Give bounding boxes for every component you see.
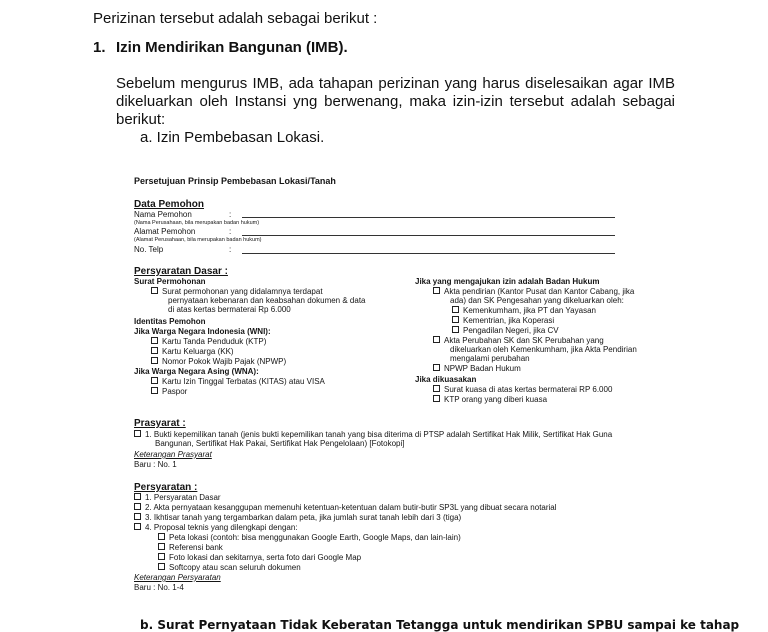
- prasyarat-line-1: 1. Bukti kepemilikan tanah (jenis bukti kepemilikan tanah yang bisa diterima di PTSP adalah Sertifikat Hak Milik, Sertifikat Hak Guna: [134, 430, 612, 439]
- persyaratan-sub-3: Foto lokasi dan sekitarnya, serta foto dari Google Map: [158, 553, 361, 562]
- checkbox-icon: [134, 503, 141, 510]
- prasyarat-heading: Prasyarat :: [134, 418, 186, 429]
- checkbox-icon: [452, 306, 459, 313]
- checkbox-icon: [134, 523, 141, 530]
- checkbox-icon: [151, 287, 158, 294]
- kuasa-heading: Jika dikuasakan: [415, 375, 477, 384]
- telp-line: [242, 253, 615, 254]
- kuasa-item-2: KTP orang yang diberi kuasa: [433, 395, 547, 404]
- prasyarat-line-2: Bangunan, Sertifikat Hak Pakai, Sertifikat Hak Pengelolaan) [Fotokopi]: [155, 439, 405, 448]
- persyaratan-sub-2: Referensi bank: [158, 543, 223, 552]
- persyaratan-item-2: 2. Akta pernyataan kesanggupan memenuhi ketentuan-ketentuan dalam butir-butir SP3L yang dibuat secara notarial: [134, 503, 557, 512]
- checkbox-icon: [433, 395, 440, 402]
- wna-heading: Jika Warga Negara Asing (WNA):: [134, 367, 259, 376]
- paragraph-line-2: dikeluarkan oleh Instansi yng berwenang, maka izin-izin tersebut adalah sebagai: [116, 93, 675, 110]
- checkbox-icon: [151, 337, 158, 344]
- nama-note: (Nama Perusahaan, bila merupakan badan hukum): [134, 220, 260, 226]
- checkbox-icon: [151, 357, 158, 364]
- alamat-label: Alamat Pemohon: [134, 227, 196, 236]
- nama-label: Nama Pemohon: [134, 210, 192, 219]
- persyaratan-sub-1: Peta lokasi (contoh: bisa menggunakan Google Earth, Google Maps, dan lain-lain): [158, 533, 461, 542]
- alamat-note: (Alamat Perusahaan, bila merupakan badan hukum): [134, 237, 262, 243]
- heading-title: Izin Mendirikan Bangunan (IMB).: [116, 39, 348, 56]
- telp-colon: :: [229, 245, 232, 254]
- akta2-line-2: dikeluarkan oleh Kemenkumham, jika Akta Pendirian: [450, 345, 637, 354]
- checkbox-icon: [158, 533, 165, 540]
- checkbox-icon: [433, 287, 440, 294]
- checkbox-icon: [134, 493, 141, 500]
- alamat-line: [242, 235, 615, 236]
- wni-item-npwp: Nomor Pokok Wajib Pajak (NPWP): [151, 357, 286, 366]
- nama-line: [242, 217, 615, 218]
- persyaratan-ket-label: Keterangan Persyaratan: [134, 573, 221, 582]
- checkbox-icon: [151, 387, 158, 394]
- bh-heading: Jika yang mengajukan izin adalah Badan Hukum: [415, 277, 600, 286]
- wna-item-paspor: Paspor: [151, 387, 187, 396]
- form-title: Persetujuan Prinsip Pembebasan Lokasi/Tanah: [134, 176, 336, 186]
- persyaratan-item-3: 3. Ikhtisar tanah yang tergambarkan dalam peta, jika jumlah surat tanah lebih dari 3 (tiga): [134, 513, 461, 522]
- persyaratan-sub-4: Softcopy atau scan seluruh dokumen: [158, 563, 301, 572]
- surat-line-2: pernyataan kebenaran dan keabsahan dokumen & data: [168, 296, 366, 305]
- checkbox-icon: [151, 347, 158, 354]
- surat-heading: Surat Permohonan: [134, 277, 206, 286]
- checkbox-icon: [433, 364, 440, 371]
- checkbox-icon: [433, 336, 440, 343]
- prasyarat-ket-label: Keterangan Prasyarat: [134, 450, 212, 459]
- akta1-sub-1: Kemenkumham, jika PT dan Yayasan: [452, 306, 596, 315]
- surat-line-3: di atas kertas bermaterai Rp 6.000: [168, 305, 291, 314]
- checkbox-icon: [452, 326, 459, 333]
- wni-item-kk: Kartu Keluarga (KK): [151, 347, 234, 356]
- akta1-sub-3: Pengadilan Negeri, jika CV: [452, 326, 559, 335]
- checkbox-icon: [452, 316, 459, 323]
- checkbox-icon: [134, 430, 141, 437]
- heading-number: 1.: [93, 39, 106, 56]
- checkbox-icon: [134, 513, 141, 520]
- persyaratan-item-4: 4. Proposal teknis yang dilengkapi dengan:: [134, 523, 298, 532]
- kuasa-item-1: Surat kuasa di atas kertas bermaterai RP 6.000: [433, 385, 612, 394]
- telp-label: No. Telp: [134, 245, 164, 254]
- akta1-sub-2: Kementrian, jika Koperasi: [452, 316, 554, 325]
- prasyarat-ket-value: Baru : No. 1: [134, 460, 177, 469]
- paragraph-line-3: berikut:: [116, 111, 166, 128]
- npwp-bh: NPWP Badan Hukum: [433, 364, 521, 373]
- data-pemohon-heading: Data Pemohon: [134, 199, 205, 210]
- form-image: [132, 172, 662, 592]
- paragraph-line-1: Sebelum mengurus IMB, ada tahapan perizinan yang harus diselesaikan agar IMB: [116, 75, 675, 92]
- wni-item-ktp: Kartu Tanda Penduduk (KTP): [151, 337, 266, 346]
- wni-heading: Jika Warga Negara Indonesia (WNI):: [134, 327, 271, 336]
- intro-text: Perizinan tersebut adalah sebagai berikut :: [93, 10, 378, 27]
- item-b: b. Surat Pernyataan Tidak Keberatan Tetangga untuk mendirikan SPBU sampai ke tahap: [140, 618, 740, 632]
- persyaratan-item-1: 1. Persyaratan Dasar: [134, 493, 221, 502]
- nama-colon: :: [229, 210, 232, 219]
- wna-item-kitas: Kartu Izin Tinggal Terbatas (KITAS) atau VISA: [151, 377, 325, 386]
- checkbox-icon: [158, 543, 165, 550]
- item-a: a. Izin Pembebasan Lokasi.: [140, 129, 325, 146]
- akta2-line-1: Akta Perubahan SK dan SK Perubahan yang: [433, 336, 604, 345]
- surat-line-1: Surat permohonan yang didalamnya terdapat: [151, 287, 323, 296]
- akta1-line-1: Akta pendirian (Kantor Pusat dan Kantor Cabang, jika: [433, 287, 634, 296]
- persyaratan-ket-value: Baru : No. 1-4: [134, 583, 184, 592]
- checkbox-icon: [433, 385, 440, 392]
- checkbox-icon: [158, 553, 165, 560]
- identitas-heading: Identitas Pemohon: [134, 317, 206, 326]
- akta1-line-2: ada) dan SK Pengesahan yang dikeluarkan oleh:: [450, 296, 624, 305]
- persyaratan-heading: Persyaratan :: [134, 482, 198, 493]
- checkbox-icon: [151, 377, 158, 384]
- alamat-colon: :: [229, 227, 232, 236]
- persyaratan-dasar-heading: Persyaratan Dasar :: [134, 266, 228, 277]
- akta2-line-3: mengalami perubahan: [450, 354, 530, 363]
- checkbox-icon: [158, 563, 165, 570]
